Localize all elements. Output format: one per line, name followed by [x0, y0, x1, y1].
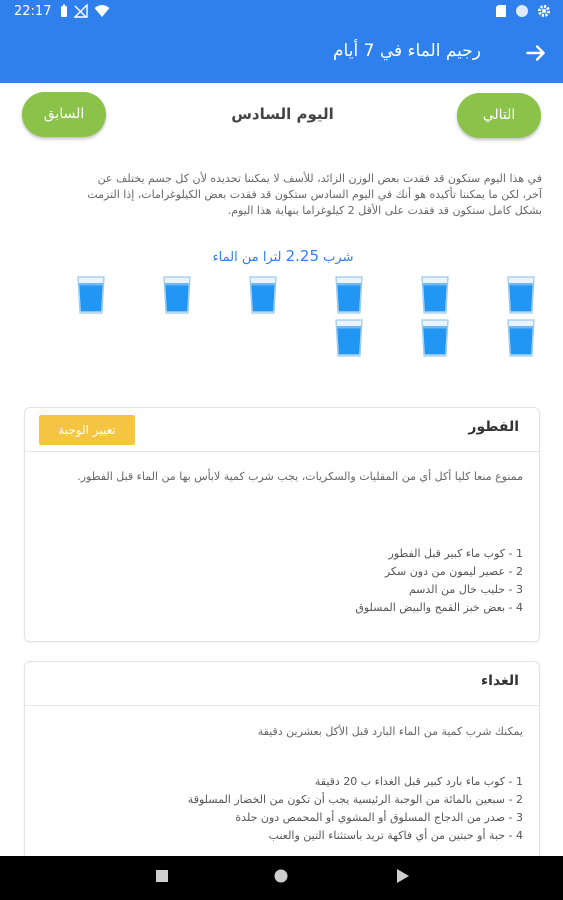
status-icons-right: [495, 4, 551, 18]
lunch-header: [25, 662, 539, 706]
circle-status-icon: [515, 4, 529, 18]
list-item: 2 - سبعين بالمائة من الوجبة الرئيسية يجب أن تكون من الخضار المسلوقة: [187, 793, 523, 806]
status-bar: [0, 0, 563, 24]
list-item: 3 - حليب خال من الدسم: [408, 583, 523, 596]
water-amount-label: [120, 247, 446, 265]
water-glass-icon: [334, 319, 364, 357]
status-icons-left: [60, 4, 110, 18]
app-title: رجيم الماء في 7 أيام: [333, 41, 481, 61]
water-prefix: شرب: [319, 250, 354, 265]
list-item: 4 - بعض خبز القمح والبيض المسلوق: [355, 601, 523, 614]
day-description: في هذا اليوم ستكون قد فقدت بعض الوزن الزائد، للأسف لا يمكننا تحديده لأن كل جسم يختلف عن آخر، لكن ما يمكننا تأكيده هو أنك في اليوم السادس ستكون قد فقدت بعض الكيلوغرامات، إذا التزمت بشكل كامل ستكون قد فقدت على الأقل 2 كيلوغراما بنهاية هذا اليوم.: [87, 172, 542, 217]
water-glass-icon: [162, 276, 192, 314]
water-glass-icon: [248, 276, 278, 314]
list-item: 1 - كوب ماء كبير قبل الفطور: [388, 547, 523, 560]
breakfast-title: الفطور: [468, 419, 519, 435]
status-time: 22:17: [14, 4, 52, 19]
water-suffix: لترا من الماء: [212, 250, 286, 265]
breakfast-note: ممنوع منعا كليا أكل أي من المقليات والسكريات، يجب شرب كمية لابأس بها من الماء قبل الفطور.: [77, 470, 523, 483]
lunch-note: يمكنك شرب كمية من الماء البارد قبل الأكل بعشرين دقيقة: [257, 725, 523, 738]
breakfast-list: [43, 545, 523, 617]
list-item: 1 - كوب ماء بارد كبير قبل الغداء ب 20 دقيقة: [314, 775, 523, 788]
breakfast-card: [24, 407, 540, 642]
list-item: 2 - عصير ليمون من دون سكر: [384, 565, 523, 578]
lunch-list: [43, 773, 523, 845]
wifi-icon: [94, 4, 110, 18]
no-signal-icon: [74, 4, 88, 18]
lunch-card: [24, 661, 540, 861]
lunch-title: الغداء: [480, 673, 519, 689]
water-glass-icon: [420, 276, 450, 314]
home-icon[interactable]: [274, 869, 288, 883]
battery-saver-icon: [60, 4, 68, 18]
next-button[interactable]: التالي: [457, 93, 541, 138]
water-glass-icon: [76, 276, 106, 314]
list-item: 3 - صدر من الدجاج المسلوق أو المشوي أو المحمص دون جلدة: [235, 811, 523, 824]
list-item: 4 - حبة أو حبتين من أي فاكهة تريد باستثناء التين والعنب: [268, 829, 523, 842]
water-glass-icon: [334, 276, 364, 314]
back-triangle-icon[interactable]: [397, 869, 409, 883]
water-amount: 2.25: [285, 247, 320, 265]
system-nav-bar: [0, 856, 563, 900]
app-bar: [0, 24, 563, 83]
day-title: اليوم السادس: [231, 105, 334, 123]
arrow-right-icon[interactable]: [523, 40, 549, 66]
breakfast-header: [25, 408, 539, 452]
settings-gear-icon: [537, 4, 551, 18]
water-glass-icon: [506, 276, 536, 314]
water-glass-icon: [420, 319, 450, 357]
change-meal-button[interactable]: تغيير الوجبة: [39, 415, 135, 445]
water-glass-icon: [506, 319, 536, 357]
sd-card-icon: [495, 4, 507, 18]
previous-button[interactable]: السابق: [22, 92, 106, 137]
recent-apps-icon[interactable]: [156, 870, 168, 882]
